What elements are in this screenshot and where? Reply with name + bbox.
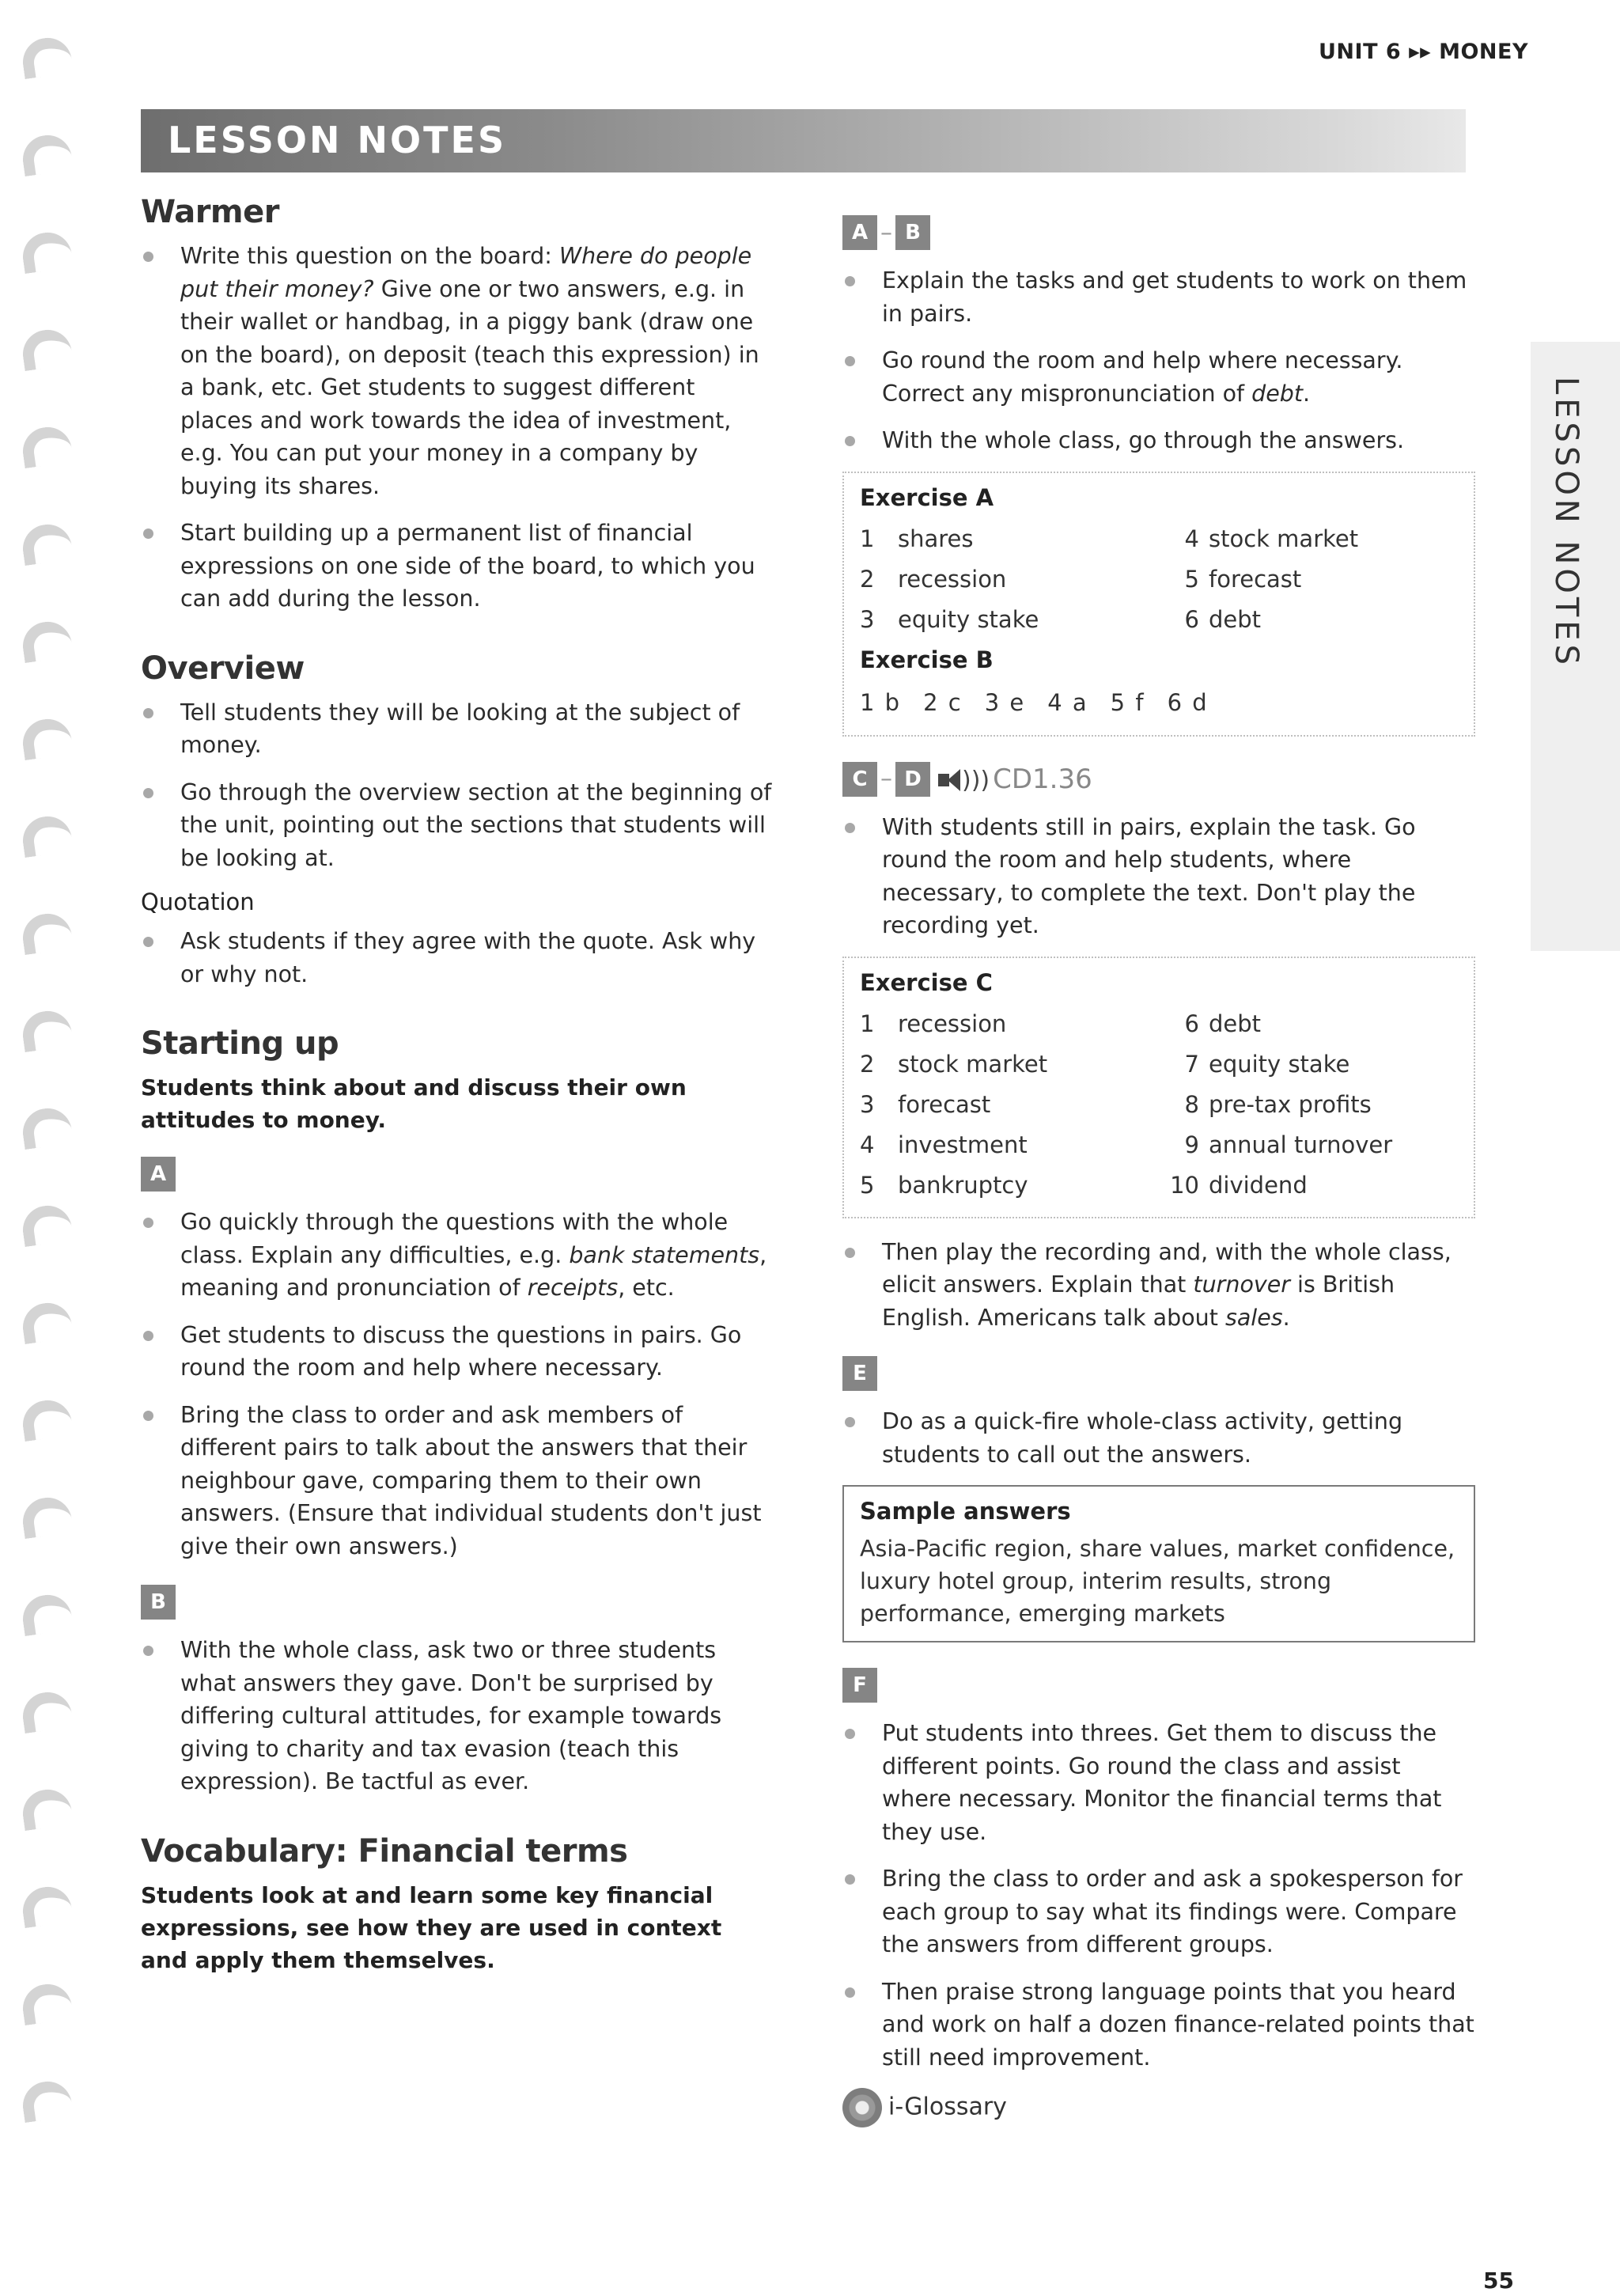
answer-box-ab [842,472,1475,737]
vocabulary-intro: Students look at and learn some key financial expressions, see how they are used in context and apply them themselves. [141,1881,722,1973]
answer-item [860,1165,1152,1206]
answer-text: recession [898,1010,1007,1037]
exercise-c-answers [860,1004,1459,1206]
list-item: Ask students if they agree with the quote. Ask why or why not. [141,925,774,991]
answer-number: 3 [860,605,875,633]
binding-ring [20,1786,74,1831]
warmer-list [141,240,774,616]
spiral-binding [0,0,87,2296]
answer-text: debt [1209,605,1262,633]
answer-item [860,1125,1152,1165]
list-item: Do as a quick-fire whole-class activity, getting students to call out the answers. [842,1405,1475,1471]
side-tab-label: LESSON NOTES [1548,377,1584,669]
cd-list-2 [842,1236,1475,1335]
section-badge-row [842,762,1475,797]
overview-list [141,696,774,875]
answer-item [1168,1165,1459,1206]
text: , meaning and pronunciation of [180,1241,767,1301]
f-list [842,1717,1475,2074]
sample-answers-title: Sample answers [860,1498,1071,1525]
answer-text: equity stake [1209,1050,1350,1078]
starting-up-heading: Starting up [141,1025,339,1062]
answer-item [1168,559,1459,600]
binding-ring [20,35,74,79]
e-list [842,1405,1475,1471]
list-item [842,1236,1475,1335]
speaker-cone-icon [948,769,960,791]
emphasis: turnover [1193,1271,1290,1298]
binding-ring [20,1008,74,1052]
right-column [842,215,1475,2127]
answer-text: bankruptcy [898,1171,1028,1199]
answer-item [860,519,1152,559]
answer-item [860,1044,1152,1085]
answer-text: pre-tax profits [1209,1090,1372,1118]
list-item: Go through the overview section at the beginning of the unit, pointing out the sections that students will be looking at. [141,776,774,875]
binding-ring [20,716,74,760]
sample-answers-text: Asia-Pacific region, share values, market confidence, luxury hotel group, interim results, strong performance, emerging markets [860,1536,1455,1627]
sample-answers-box [842,1485,1475,1642]
vocabulary-heading: Vocabulary: Financial terms [141,1832,628,1870]
answer-item [860,600,1152,640]
answer-number: 1 [860,525,875,552]
text: Write this question on the board: [180,243,559,269]
starting-up-b-list [141,1634,774,1798]
answer-pair: 5 f [1110,688,1144,716]
list-item: Put students into threes. Get them to discuss the different points. Go round the class and assist where necessary. Monitor the financial terms that they use. [842,1717,1475,1848]
section-badge: D [895,762,930,797]
answer-number: 1 [860,1010,875,1037]
answer-text: equity stake [898,605,1039,633]
binding-ring [20,1884,74,1928]
answer-item [860,1004,1152,1044]
starting-up-a-list [141,1206,774,1563]
section-badge: A [141,1157,176,1192]
emphasis: sales [1224,1304,1283,1331]
emphasis: receipts [527,1275,619,1301]
binding-ring [20,327,74,371]
page-number: 55 [1483,2268,1514,2294]
answer-text: stock market [1209,525,1359,552]
answer-pair: 3 e [984,688,1024,716]
warmer-heading: Warmer [141,194,279,230]
answer-number: 4 [860,1131,875,1158]
sound-waves-icon: ))) [962,766,990,794]
exercise-c-title: Exercise C [860,968,993,996]
emphasis: Where do people put their money? [180,243,752,302]
list-item: Bring the class to order and ask members of different pairs to talk about the answers that their neighbour gave, comparing them to their own answers. (Ensure that individual students don't just give their own answers.) [141,1399,774,1563]
answer-number: 9 [1184,1131,1199,1158]
section-badge: B [895,215,930,250]
binding-ring [20,1592,74,1636]
list-item [141,240,774,502]
binding-ring [20,911,74,955]
list-item: Get students to discuss the questions in pairs. Go round the room and help where necessary. [141,1319,774,1385]
answer-item [1168,1004,1459,1044]
text: , etc. [618,1275,675,1301]
text: Then play the recording and, with the whole class, elicit answers. Explain that [882,1238,1452,1298]
answer-number: 2 [860,1050,875,1078]
list-item [141,1206,774,1305]
answer-number: 4 [1184,525,1199,552]
lesson-notes-banner [141,109,1466,172]
answer-text: shares [898,525,974,552]
list-item: With the whole class, ask two or three students what answers they gave. Don't be surprised by differing cultural attitudes, for example towards giving to charity and tax evasion (teach this expression). Be tactful as ever. [141,1634,774,1798]
i-glossary-label: i-Glossary [888,2093,1007,2121]
section-badge: C [842,762,877,797]
binding-ring [20,1397,74,1442]
list-item: Explain the tasks and get students to work on them in pairs. [842,264,1475,330]
list-item: With students still in pairs, explain the task. Go round the room and help students, where necessary, to complete the text. Don't play the recording yet. [842,811,1475,942]
answer-item [1168,1085,1459,1125]
quotation-heading: Quotation [141,888,255,915]
audio-track[interactable] [938,763,1092,795]
quotation-list [141,925,774,991]
binding-ring [20,229,74,274]
section-badge-row [842,215,1475,250]
answer-number: 3 [860,1090,875,1118]
answer-text: debt [1209,1010,1262,1037]
text: Go round the room and help where necessary. Correct any mispronunciation of [882,347,1403,407]
answer-box-c [842,957,1475,1218]
exercise-b-answers [860,681,1459,724]
starting-up-intro: Students think about and discuss their own attitudes to money. [141,1074,687,1133]
answer-number: 5 [1184,565,1199,593]
answer-pair: 4 a [1047,688,1087,716]
emphasis: bank statements [569,1241,760,1268]
section-badge-row [842,1668,1475,1703]
exercise-b-title: Exercise B [860,646,994,673]
binding-ring [20,1300,74,1344]
answer-pair: 2 c [923,688,961,716]
text: Go quickly through the questions with the whole class. Explain any difficulties, e.g. [180,1209,729,1268]
cd-list [842,811,1475,942]
answer-text: forecast [898,1090,991,1118]
answer-text: forecast [1209,565,1302,593]
banner-title: LESSON NOTES [168,119,507,161]
answer-number: 2 [860,565,875,593]
section-badge: E [842,1356,877,1391]
text: is British English. Americans talk about [882,1271,1395,1331]
list-item: Start building up a permanent list of financial expressions on one side of the board, to which you can add during the lesson. [141,517,774,616]
answer-number: 6 [1184,605,1199,633]
answer-pair: 1 b [860,688,900,716]
answer-number: 5 [860,1171,875,1199]
answer-number: 6 [1184,1010,1199,1037]
answer-pair: 6 d [1167,688,1207,716]
answer-text: annual turnover [1209,1131,1393,1158]
list-item: Bring the class to order and ask a spokesperson for each group to say what its findings were. Compare the answers from different groups. [842,1862,1475,1961]
list-item: Tell students they will be looking at the subject of money. [141,696,774,762]
ab-list [842,264,1475,457]
answer-text: investment [898,1131,1028,1158]
answer-item [1168,1125,1459,1165]
binding-ring [20,619,74,663]
side-tab [1531,342,1620,951]
binding-ring [20,813,74,858]
answer-text: recession [898,565,1007,593]
dash: – [880,765,892,793]
list-item: Then praise strong language points that you heard and work on half a dozen finance-related points that still need improvement. [842,1976,1475,2074]
answer-item [860,1085,1152,1125]
left-column [141,194,774,1976]
binding-ring [20,424,74,468]
track-label: CD1.36 [993,763,1092,795]
dash: – [880,218,892,247]
binding-ring [20,1105,74,1150]
answer-number: 7 [1184,1050,1199,1078]
answer-item [1168,600,1459,640]
binding-ring [20,1689,74,1733]
answer-number: 10 [1170,1171,1199,1199]
binding-ring [20,1203,74,1247]
binding-ring [20,521,74,566]
disc-icon [842,2088,882,2127]
section-badge-row [141,1585,774,1620]
i-glossary-link[interactable] [842,2088,1475,2127]
section-badge: A [842,215,877,250]
section-badge-row [141,1157,774,1192]
binding-ring [20,1495,74,1539]
exercise-a-answers [860,519,1459,640]
section-badge: B [141,1585,176,1620]
text: . [1303,380,1311,407]
text: . [1282,1304,1290,1331]
answer-item [1168,1044,1459,1085]
running-head: UNIT 6 ▸▸ MONEY [1319,40,1528,64]
answer-text: dividend [1209,1171,1308,1199]
binding-ring [20,2078,74,2123]
answer-item [1168,519,1459,559]
answer-text: stock market [898,1050,1048,1078]
emphasis: debt [1251,380,1303,407]
list-item [842,344,1475,410]
overview-heading: Overview [141,650,305,687]
section-badge-row [842,1356,1475,1391]
answer-item [860,559,1152,600]
section-badge: F [842,1668,877,1703]
binding-ring [20,1981,74,2025]
answer-number: 8 [1184,1090,1199,1118]
exercise-a-title: Exercise A [860,483,994,511]
list-item: With the whole class, go through the answers. [842,424,1475,457]
binding-ring [20,132,74,176]
text: Give one or two answers, e.g. in their wallet or handbag, in a piggy bank (draw one on the board), on deposit (teach this expression) in a bank, etc. Get students to suggest different places and work towards the idea of investment, e.g. You can put your money in a company by buying its shares. [180,275,759,499]
